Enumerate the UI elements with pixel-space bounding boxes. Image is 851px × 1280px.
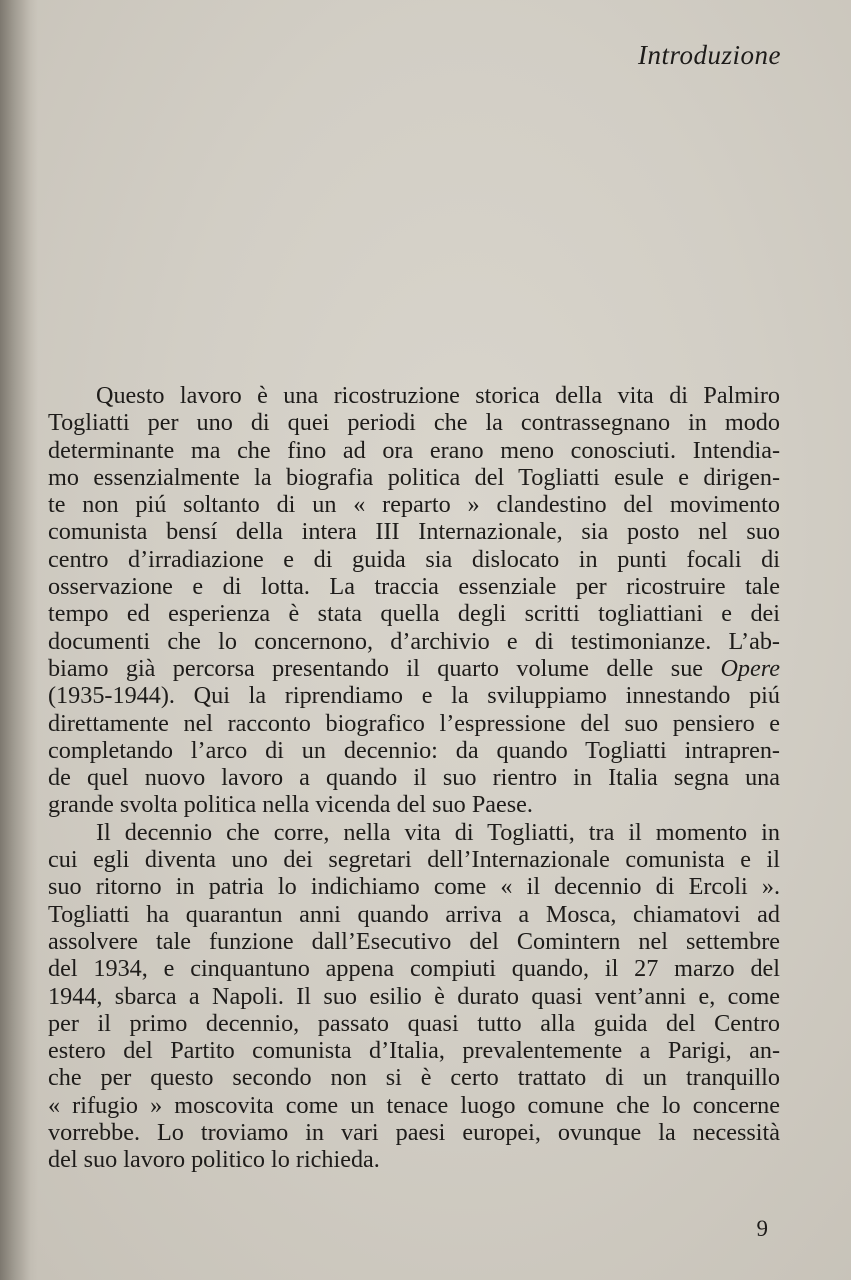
text-line: biamo già percorsa presentando il quarto volume delle sue Opere (48, 654, 780, 682)
body-text (48, 382, 780, 1174)
text-line: documenti che lo concernono, d’archivio e di testimonianze. L’ab- (48, 627, 780, 655)
text-line: comunista bensí della intera III Internazionale, sia posto nel suo (48, 518, 780, 546)
text-line: Il decennio che corre, nella vita di Togliatti, tra il momento in (96, 818, 780, 846)
text-line: estero del Partito comunista d’Italia, prevalentemente a Parigi, an- (48, 1037, 780, 1065)
text-line: Togliatti per uno di quei periodi che la contrassegnano in modo (48, 409, 780, 437)
text-line: (1935-1944). Qui la riprendiamo e la sviluppiamo innestando piú (48, 682, 780, 710)
paragraph-1 (48, 382, 780, 819)
text-line: te non piú soltanto di un « reparto » clandestino del movimento (48, 491, 780, 519)
text-line: che per questo secondo non si è certo trattato di un tranquillo (48, 1064, 780, 1092)
text-line: per il primo decennio, passato quasi tutto alla guida del Centro (48, 1009, 780, 1037)
text-line: determinante ma che fino ad ora erano meno conosciuti. Intendia- (48, 436, 780, 464)
text-line: direttamente nel racconto biografico l’espressione del suo pensiero e (48, 709, 780, 737)
text-line: del suo lavoro politico lo richieda. (48, 1146, 380, 1174)
paragraph-2 (48, 819, 780, 1174)
text-line: centro d’irradiazione e di guida sia dislocato in punti focali di (48, 545, 780, 573)
text-line: tempo ed esperienza è stata quella degli scritti togliattiani e dei (48, 600, 780, 628)
text-line: osservazione e di lotta. La traccia essenziale per ricostruire tale (48, 573, 780, 601)
text-line: de quel nuovo lavoro a quando il suo rientro in Italia segna una (48, 764, 780, 792)
text-line: vorrebbe. Lo troviamo in vari paesi europei, ovunque la necessità (48, 1119, 780, 1147)
text-line: del 1934, e cinquantuno appena compiuti quando, il 27 marzo del (48, 955, 780, 983)
text-line: Questo lavoro è una ricostruzione storica della vita di Palmiro (96, 382, 780, 409)
text-line: grande svolta politica nella vicenda del suo Paese. (48, 791, 533, 819)
text-line: Togliatti ha quarantun anni quando arriva a Mosca, chiamatovi ad (48, 900, 780, 928)
text-line: cui egli diventa uno dei segretari dell’Internazionale comunista e il (48, 846, 780, 874)
running-head: Introduzione (638, 40, 781, 70)
page-number: 9 (756, 1216, 768, 1241)
text-line: mo essenzialmente la biografia politica del Togliatti esule e dirigen- (48, 463, 780, 491)
page-gutter-shadow (0, 0, 38, 1280)
text-line: « rifugio » moscovita come un tenace luogo comune che lo concerne (48, 1091, 780, 1119)
text-line: 1944, sbarca a Napoli. Il suo esilio è durato quasi vent’anni e, come (48, 982, 780, 1010)
text-line: assolvere tale funzione dall’Esecutivo del Comintern nel settembre (48, 927, 780, 955)
text-line: completando l’arco di un decennio: da quando Togliatti intrapren- (48, 736, 780, 764)
text-line: suo ritorno in patria lo indichiamo come « il decennio di Ercoli ». (48, 873, 780, 901)
book-title-italic: Opere (720, 654, 780, 682)
